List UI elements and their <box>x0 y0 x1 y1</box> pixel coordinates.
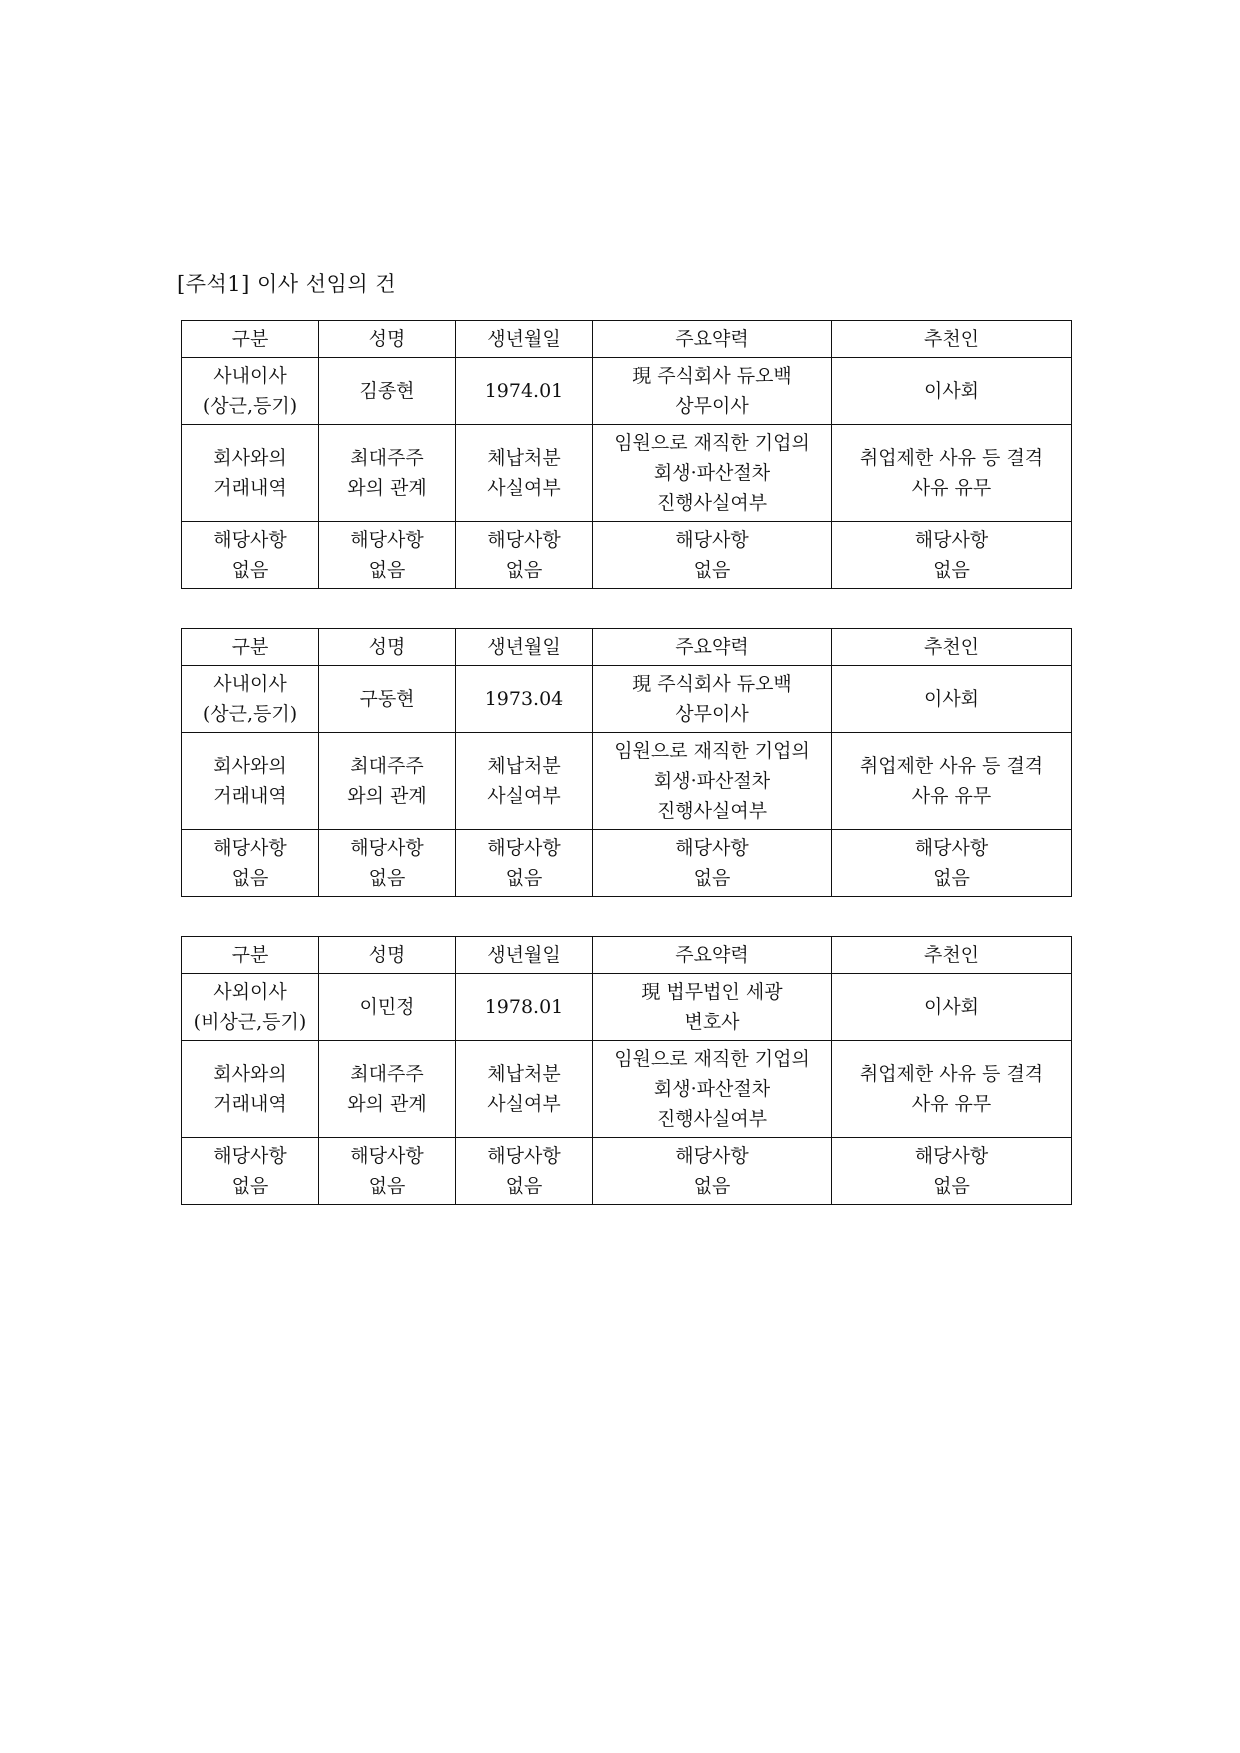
answer-cell: 해당사항 없음 <box>182 830 319 897</box>
header-category: 구분 <box>182 937 319 974</box>
header-name: 성명 <box>319 629 456 666</box>
candidate-birth: 1974.01 <box>456 358 593 425</box>
header-career: 주요약력 <box>593 937 832 974</box>
answer-row <box>182 522 1072 589</box>
candidate-row <box>182 358 1072 425</box>
candidate-career: 現 주식회사 듀오백 상무이사 <box>593 358 832 425</box>
header-category: 구분 <box>182 629 319 666</box>
answer-row <box>182 1138 1072 1205</box>
question-bankruptcy: 임원으로 재직한 기업의 회생·파산절차 진행사실여부 <box>593 425 832 522</box>
candidate-name: 김종현 <box>319 358 456 425</box>
answer-cell: 해당사항 없음 <box>593 522 832 589</box>
answer-row <box>182 830 1072 897</box>
question-disqualification: 취업제한 사유 등 결격 사유 유무 <box>832 733 1072 830</box>
header-category: 구분 <box>182 321 319 358</box>
question-tax-delinquency: 체납처분 사실여부 <box>456 733 593 830</box>
header-recommender: 추천인 <box>832 321 1072 358</box>
answer-cell: 해당사항 없음 <box>456 830 593 897</box>
answer-cell: 해당사항 없음 <box>319 522 456 589</box>
question-transactions: 회사와의 거래내역 <box>182 425 319 522</box>
question-tax-delinquency: 체납처분 사실여부 <box>456 1041 593 1138</box>
question-bankruptcy: 임원으로 재직한 기업의 회생·파산절차 진행사실여부 <box>593 1041 832 1138</box>
candidate-row <box>182 666 1072 733</box>
question-transactions: 회사와의 거래내역 <box>182 733 319 830</box>
header-row <box>182 937 1072 974</box>
director-table-2 <box>181 628 1072 897</box>
answer-cell: 해당사항 없음 <box>832 830 1072 897</box>
candidate-name: 이민정 <box>319 974 456 1041</box>
question-major-shareholder: 최대주주 와의 관계 <box>319 1041 456 1138</box>
header-recommender: 추천인 <box>832 937 1072 974</box>
header-birth: 생년월일 <box>456 321 593 358</box>
director-table-1 <box>181 320 1072 589</box>
question-transactions: 회사와의 거래내역 <box>182 1041 319 1138</box>
answer-cell: 해당사항 없음 <box>319 830 456 897</box>
candidate-row <box>182 974 1072 1041</box>
answer-cell: 해당사항 없음 <box>456 1138 593 1205</box>
answer-cell: 해당사항 없음 <box>832 1138 1072 1205</box>
question-row <box>182 425 1072 522</box>
header-name: 성명 <box>319 321 456 358</box>
candidate-name: 구동현 <box>319 666 456 733</box>
director-table-3 <box>181 936 1072 1205</box>
answer-cell: 해당사항 없음 <box>319 1138 456 1205</box>
candidate-recommender: 이사회 <box>832 974 1072 1041</box>
answer-cell: 해당사항 없음 <box>182 1138 319 1205</box>
candidate-career: 現 법무법인 세광 변호사 <box>593 974 832 1041</box>
candidate-category: 사내이사 (상근,등기) <box>182 666 319 733</box>
question-disqualification: 취업제한 사유 등 결격 사유 유무 <box>832 1041 1072 1138</box>
answer-cell: 해당사항 없음 <box>182 522 319 589</box>
question-row <box>182 733 1072 830</box>
candidate-recommender: 이사회 <box>832 358 1072 425</box>
candidate-category: 사내이사 (상근,등기) <box>182 358 319 425</box>
answer-cell: 해당사항 없음 <box>593 1138 832 1205</box>
header-career: 주요약력 <box>593 321 832 358</box>
header-birth: 생년월일 <box>456 937 593 974</box>
question-disqualification: 취업제한 사유 등 결격 사유 유무 <box>832 425 1072 522</box>
answer-cell: 해당사항 없음 <box>456 522 593 589</box>
header-row <box>182 321 1072 358</box>
question-major-shareholder: 최대주주 와의 관계 <box>319 425 456 522</box>
question-row <box>182 1041 1072 1138</box>
document-title: [주석1] 이사 선임의 건 <box>177 272 397 296</box>
candidate-career: 現 주식회사 듀오백 상무이사 <box>593 666 832 733</box>
answer-cell: 해당사항 없음 <box>832 522 1072 589</box>
question-tax-delinquency: 체납처분 사실여부 <box>456 425 593 522</box>
question-bankruptcy: 임원으로 재직한 기업의 회생·파산절차 진행사실여부 <box>593 733 832 830</box>
candidate-birth: 1973.04 <box>456 666 593 733</box>
header-career: 주요약력 <box>593 629 832 666</box>
answer-cell: 해당사항 없음 <box>593 830 832 897</box>
question-major-shareholder: 최대주주 와의 관계 <box>319 733 456 830</box>
candidate-birth: 1978.01 <box>456 974 593 1041</box>
header-birth: 생년월일 <box>456 629 593 666</box>
header-name: 성명 <box>319 937 456 974</box>
header-row <box>182 629 1072 666</box>
candidate-category: 사외이사 (비상근,등기) <box>182 974 319 1041</box>
candidate-recommender: 이사회 <box>832 666 1072 733</box>
header-recommender: 추천인 <box>832 629 1072 666</box>
